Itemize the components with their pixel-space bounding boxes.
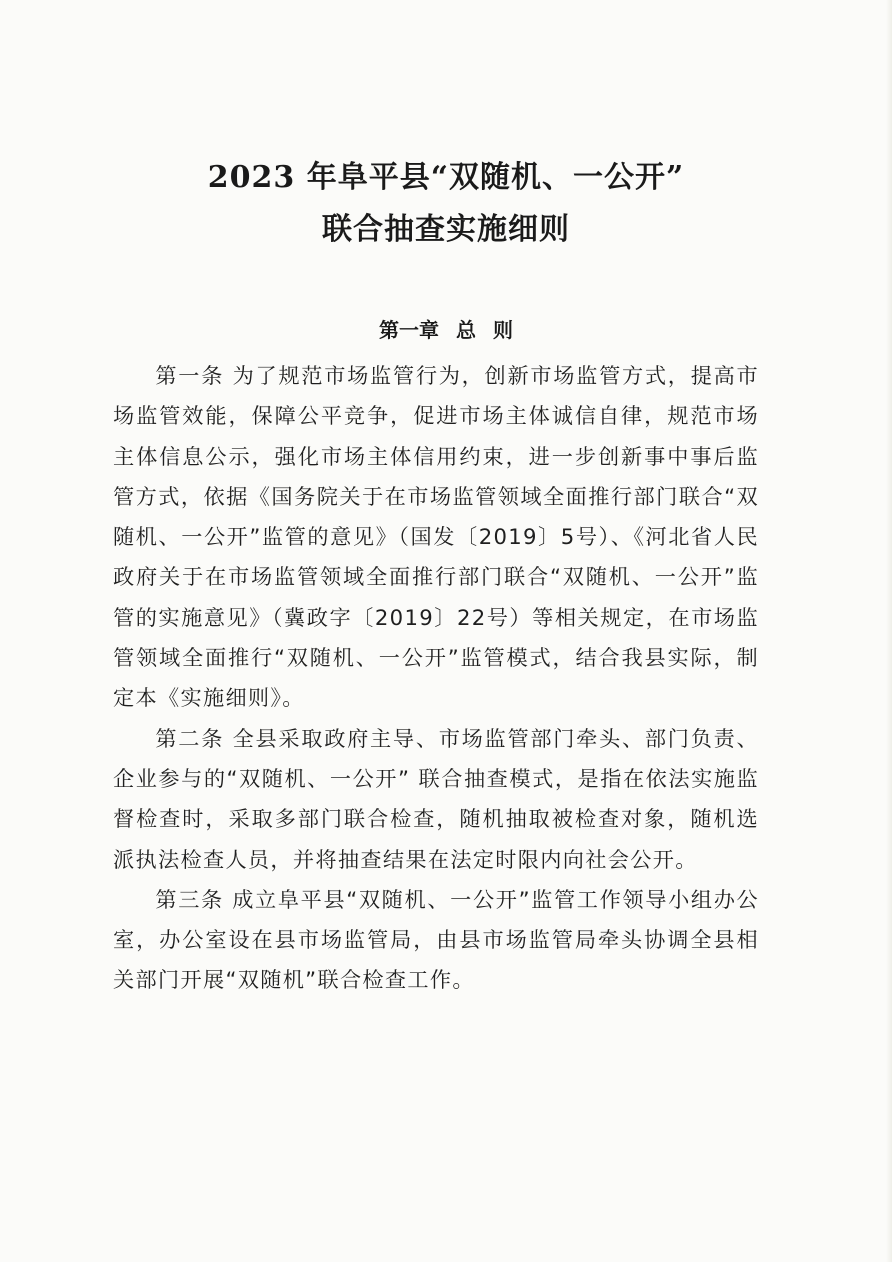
document-title-line-1: 2023 年阜平县“双随机、一公开” [207, 160, 685, 195]
document-title-line-2: 联合抽查实施细则 [322, 212, 570, 247]
article-3-paragraph: 第三条 成立阜平县“双随机、一公开”监管工作领导小组办公室，办公室设在县市场监管局，由县市场监管局牵头协调全县相关部门开展“双随机”联合检查工作。 [113, 886, 759, 993]
document-body [113, 356, 759, 1001]
article-2-paragraph: 第二条 全县采取政府主导、市场监管部门牵头、部门负责、企业参与的“双随机、一公开” 联合抽查模式，是指在依法实施监督检查时，采取多部门联合检查，随机抽取被检查对象，随机选派执法检查人员，并将抽查结果在法定时限内向社会公开。 [113, 725, 759, 872]
article-1-paragraph: 第一条 为了规范市场监管行为，创新市场监管方式，提高市场监管效能，保障公平竞争，促进市场主体诚信自律，规范市场主体信息公示，强化市场主体信用约束，进一步创新事中事后监管方式，依据《国务院关于在市场监管领域全面推行部门联合“双随机、一公开”监管的意见》（国发〔2019〕5号）、《河北省人民政府关于在市场监管领域全面推行部门联合“双随机、一公开”监管的实施意见》（冀政字〔2019〕22号）等相关规定，在市场监管领域全面推行“双随机、一公开”监管模式，结合我县实际，制定本《实施细则》。 [113, 363, 759, 711]
chapter-heading: 第一章 总 则 [379, 318, 513, 342]
page-edge-shadow [886, 0, 892, 1262]
